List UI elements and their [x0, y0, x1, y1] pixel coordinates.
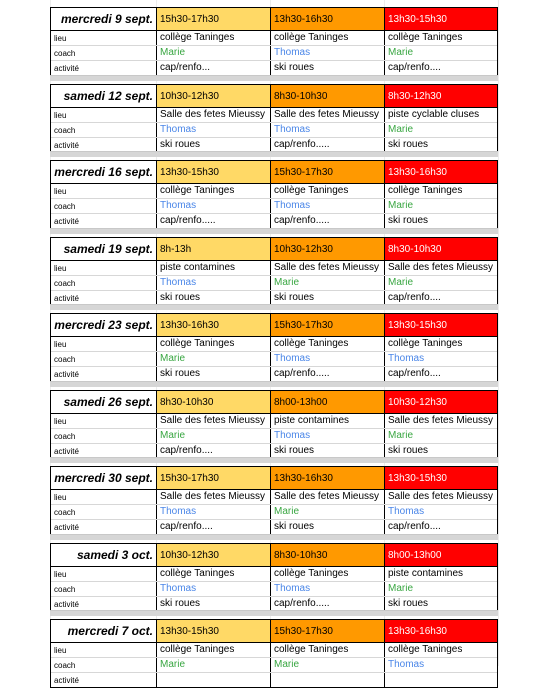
- session-row-activite: [51, 673, 497, 687]
- slot-coach[interactable]: Marie: [157, 658, 271, 672]
- slot-time[interactable]: 15h30-17h30: [271, 314, 385, 336]
- session-row-activite: [51, 138, 497, 152]
- slot-activity[interactable]: ski roues: [271, 61, 385, 75]
- slot-time[interactable]: 13h30-16h30: [385, 161, 497, 183]
- slot-coach[interactable]: Thomas: [271, 123, 385, 137]
- session-block: [50, 390, 498, 459]
- session-row-lieu: [51, 184, 497, 199]
- row-label: lieu: [51, 414, 157, 428]
- slot-place[interactable]: Salle des fetes Mieussy: [157, 490, 271, 504]
- slot-time[interactable]: 13h30-16h30: [271, 467, 385, 489]
- slot-coach[interactable]: Thomas: [271, 582, 385, 596]
- session-row-lieu: [51, 31, 497, 46]
- slot-coach[interactable]: Thomas: [271, 199, 385, 213]
- row-label: coach: [51, 123, 157, 137]
- slot-place[interactable]: Salle des fetes Mieussy: [157, 108, 271, 122]
- session-block: [50, 84, 498, 153]
- block-separator: [50, 75, 498, 81]
- slot-activity[interactable]: [271, 673, 385, 687]
- session-row-coach: [51, 505, 497, 520]
- slot-activity[interactable]: ski roues: [157, 291, 271, 305]
- row-label: lieu: [51, 643, 157, 657]
- slot-place[interactable]: Salle des fetes Mieussy: [388, 262, 494, 273]
- slot-activity[interactable]: [157, 673, 271, 687]
- session-row-activite: [51, 61, 497, 75]
- session-header-row: [51, 620, 497, 643]
- row-label: activité: [51, 138, 157, 152]
- slot-coach[interactable]: Marie: [157, 46, 271, 60]
- slot-place[interactable]: collège Taninges: [388, 644, 463, 655]
- row-label: activité: [51, 520, 157, 534]
- slot-coach[interactable]: Marie: [388, 430, 414, 441]
- slot-time[interactable]: 15h30-17h30: [157, 467, 271, 489]
- block-separator: [50, 534, 498, 540]
- slot-activity[interactable]: cap/renfo.....: [271, 138, 385, 152]
- row-label: coach: [51, 276, 157, 290]
- session-row-lieu: [51, 337, 497, 352]
- session-row-activite: [51, 367, 497, 381]
- session-row-activite: [51, 597, 497, 611]
- session-block: [50, 313, 498, 382]
- slot-coach[interactable]: Thomas: [271, 46, 385, 60]
- slot-coach[interactable]: Thomas: [388, 353, 425, 364]
- session-day[interactable]: mercredi 7 oct.: [51, 620, 157, 642]
- slot-place[interactable]: collège Taninges: [388, 185, 463, 196]
- session-header-row: [51, 161, 497, 184]
- slot-time[interactable]: 10h30-12h30: [157, 544, 271, 566]
- session-block: [50, 619, 498, 688]
- slot-activity[interactable]: cap/renfo.....: [271, 597, 385, 611]
- slot-activity[interactable]: ski roues: [271, 291, 385, 305]
- slot-activity[interactable]: cap/renfo....: [388, 368, 441, 379]
- session-row-activite: [51, 520, 497, 534]
- slot-coach[interactable]: Thomas: [157, 123, 271, 137]
- slot-time[interactable]: 15h30-17h30: [157, 8, 271, 30]
- slot-time[interactable]: 8h30-10h30: [271, 85, 385, 107]
- slot-time[interactable]: 13h30-15h30: [157, 620, 271, 642]
- block-separator: [50, 457, 498, 463]
- row-label: coach: [51, 505, 157, 519]
- session-header-row: [51, 238, 497, 261]
- slot-coach[interactable]: Thomas: [157, 276, 271, 290]
- slot-time[interactable]: 8h30-10h30: [271, 544, 385, 566]
- session-row-lieu: [51, 261, 497, 276]
- slot-activity[interactable]: cap/renfo.....: [157, 214, 271, 228]
- session-day[interactable]: mercredi 30 sept.: [51, 467, 157, 489]
- session-day[interactable]: mercredi 16 sept.: [51, 161, 157, 183]
- slot-coach[interactable]: Thomas: [157, 505, 271, 519]
- slot-time[interactable]: 8h30-10h30: [157, 391, 271, 413]
- slot-time[interactable]: 13h30-16h30: [157, 314, 271, 336]
- slot-coach[interactable]: Marie: [157, 352, 271, 366]
- slot-coach[interactable]: Marie: [388, 124, 414, 135]
- session-row-activite: [51, 291, 497, 305]
- slot-activity[interactable]: ski roues: [388, 139, 429, 150]
- row-label: activité: [51, 673, 157, 687]
- row-label: coach: [51, 46, 157, 60]
- session-day[interactable]: samedi 12 sept.: [51, 85, 157, 107]
- row-label: activité: [51, 367, 157, 381]
- row-label: lieu: [51, 567, 157, 581]
- row-label: coach: [51, 199, 157, 213]
- slot-activity[interactable]: cap/renfo....: [157, 520, 271, 534]
- block-separator: [50, 610, 498, 616]
- session-header-row: [51, 314, 497, 337]
- slot-time[interactable]: 13h30-15h30: [385, 467, 497, 489]
- slot-place[interactable]: Salle des fetes Mieussy: [388, 415, 494, 426]
- row-label: activité: [51, 444, 157, 458]
- row-label: coach: [51, 582, 157, 596]
- slot-coach[interactable]: Thomas: [388, 506, 425, 517]
- session-day[interactable]: mercredi 9 sept.: [51, 8, 157, 30]
- row-label: lieu: [51, 184, 157, 198]
- session-block: [50, 237, 498, 306]
- slot-place[interactable]: collège Taninges: [271, 337, 385, 351]
- slot-coach[interactable]: Marie: [388, 47, 414, 58]
- slot-coach[interactable]: Marie: [388, 583, 414, 594]
- row-label: lieu: [51, 31, 157, 45]
- session-block: [50, 160, 498, 229]
- block-separator: [50, 381, 498, 387]
- slot-time[interactable]: 8h-13h: [157, 238, 271, 260]
- session-row-activite: [51, 444, 497, 458]
- block-separator: [50, 228, 498, 234]
- slot-coach[interactable]: Marie: [388, 200, 414, 211]
- row-label: lieu: [51, 337, 157, 351]
- session-row-coach: [51, 123, 497, 138]
- row-label: activité: [51, 214, 157, 228]
- session-row-lieu: [51, 108, 497, 123]
- slot-activity[interactable]: ski roues: [388, 215, 429, 226]
- slot-coach[interactable]: Thomas: [157, 582, 271, 596]
- slot-activity[interactable]: [385, 673, 497, 687]
- session-day[interactable]: samedi 26 sept.: [51, 391, 157, 413]
- slot-coach[interactable]: Marie: [157, 429, 271, 443]
- slot-place[interactable]: piste contamines: [388, 568, 464, 579]
- session-day[interactable]: samedi 19 sept.: [51, 238, 157, 260]
- slot-place[interactable]: collège Taninges: [157, 337, 271, 351]
- slot-activity[interactable]: cap/renfo.....: [271, 367, 385, 381]
- slot-time[interactable]: 10h30-12h30: [157, 85, 271, 107]
- session-row-coach: [51, 582, 497, 597]
- session-row-coach: [51, 429, 497, 444]
- slot-place[interactable]: collège Taninges: [388, 338, 463, 349]
- session-row-lieu: [51, 490, 497, 505]
- slot-coach[interactable]: Thomas: [271, 429, 385, 443]
- session-header-row: [51, 467, 497, 490]
- slot-coach[interactable]: Marie: [388, 277, 414, 288]
- slot-coach[interactable]: Thomas: [157, 199, 271, 213]
- session-header-row: [51, 391, 497, 414]
- slot-time[interactable]: 8h00-13h00: [385, 544, 497, 566]
- row-label: activité: [51, 291, 157, 305]
- slot-activity[interactable]: ski roues: [157, 367, 271, 381]
- slot-place[interactable]: collège Taninges: [271, 31, 385, 45]
- slot-activity[interactable]: cap/renfo....: [157, 444, 271, 458]
- slot-place[interactable]: collège Taninges: [157, 184, 271, 198]
- slot-activity[interactable]: ski roues: [271, 444, 385, 458]
- slot-time[interactable]: 15h30-17h30: [271, 161, 385, 183]
- row-label: lieu: [51, 108, 157, 122]
- slot-place[interactable]: Salle des fetes Mieussy: [388, 491, 494, 502]
- block-separator: [50, 151, 498, 157]
- slot-activity[interactable]: ski roues: [157, 597, 271, 611]
- slot-time[interactable]: 15h30-17h30: [271, 620, 385, 642]
- session-block: [50, 543, 498, 612]
- slot-place[interactable]: Salle des fetes Mieussy: [271, 261, 385, 275]
- slot-time[interactable]: 10h30-12h30: [385, 391, 497, 413]
- session-day[interactable]: mercredi 23 sept.: [51, 314, 157, 336]
- session-row-coach: [51, 46, 497, 61]
- slot-place[interactable]: piste contamines: [271, 414, 385, 428]
- slot-place[interactable]: piste cyclable cluses: [388, 109, 480, 120]
- slot-activity[interactable]: ski roues: [388, 445, 429, 456]
- row-label: coach: [51, 352, 157, 366]
- slot-place[interactable]: collège Taninges: [388, 32, 463, 43]
- slot-place[interactable]: collège Taninges: [157, 567, 271, 581]
- session-row-coach: [51, 199, 497, 214]
- slot-time[interactable]: 10h30-12h30: [271, 238, 385, 260]
- session-block: [50, 7, 498, 76]
- slot-place[interactable]: collège Taninges: [271, 184, 385, 198]
- slot-activity[interactable]: cap/renfo.....: [271, 214, 385, 228]
- slot-activity[interactable]: cap/renfo....: [388, 292, 441, 303]
- slot-time[interactable]: 13h30-15h30: [157, 161, 271, 183]
- slot-place[interactable]: Salle des fetes Mieussy: [271, 490, 385, 504]
- session-row-activite: [51, 214, 497, 228]
- session-row-coach: [51, 276, 497, 291]
- slot-time[interactable]: 13h30-16h30: [271, 8, 385, 30]
- session-header-row: [51, 8, 497, 31]
- slot-time[interactable]: 8h30-12h30: [385, 85, 497, 107]
- row-label: activité: [51, 61, 157, 75]
- block-separator: [50, 304, 498, 310]
- row-label: coach: [51, 658, 157, 672]
- row-label: activité: [51, 597, 157, 611]
- slot-activity[interactable]: cap/renfo...: [157, 61, 271, 75]
- slot-place[interactable]: collège Taninges: [271, 643, 385, 657]
- session-row-lieu: [51, 567, 497, 582]
- row-label: lieu: [51, 261, 157, 275]
- slot-place[interactable]: collège Taninges: [157, 31, 271, 45]
- session-row-lieu: [51, 643, 497, 658]
- row-label: lieu: [51, 490, 157, 504]
- slot-activity[interactable]: ski roues: [271, 520, 385, 534]
- slot-activity[interactable]: cap/renfo....: [388, 62, 441, 73]
- slot-activity[interactable]: cap/renfo....: [388, 521, 441, 532]
- session-block: [50, 466, 498, 535]
- session-day[interactable]: samedi 3 oct.: [51, 544, 157, 566]
- slot-place[interactable]: Salle des fetes Mieussy: [271, 108, 385, 122]
- slot-time[interactable]: 8h00-13h00: [271, 391, 385, 413]
- slot-place[interactable]: piste contamines: [157, 261, 271, 275]
- slot-coach[interactable]: Thomas: [271, 352, 385, 366]
- row-label: coach: [51, 429, 157, 443]
- slot-coach[interactable]: Marie: [271, 276, 385, 290]
- slot-coach[interactable]: Marie: [271, 505, 385, 519]
- slot-coach[interactable]: Thomas: [388, 659, 425, 670]
- session-header-row: [51, 85, 497, 108]
- slot-time[interactable]: 8h30-10h30: [385, 238, 497, 260]
- slot-activity[interactable]: ski roues: [157, 138, 271, 152]
- slot-place[interactable]: collège Taninges: [157, 643, 271, 657]
- slot-time[interactable]: 13h30-15h30: [385, 8, 497, 30]
- slot-coach[interactable]: Marie: [271, 658, 385, 672]
- session-row-coach: [51, 352, 497, 367]
- slot-place[interactable]: collège Taninges: [271, 567, 385, 581]
- session-row-lieu: [51, 414, 497, 429]
- slot-activity[interactable]: ski roues: [388, 598, 429, 609]
- session-header-row: [51, 544, 497, 567]
- slot-time[interactable]: 13h30-15h30: [385, 314, 497, 336]
- slot-time[interactable]: 13h30-16h30: [385, 620, 497, 642]
- slot-place[interactable]: Salle des fetes Mieussy: [157, 414, 271, 428]
